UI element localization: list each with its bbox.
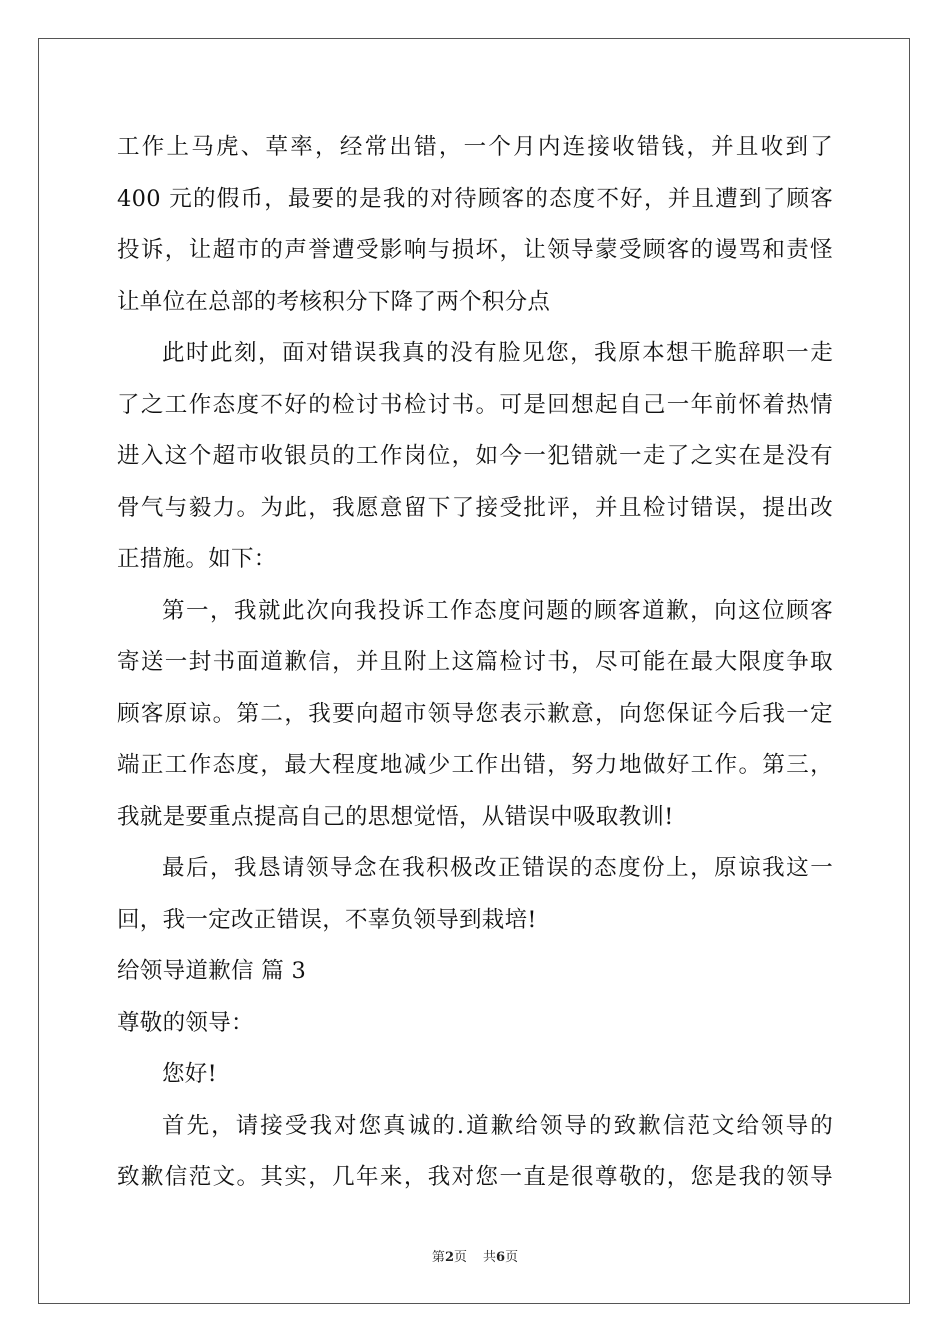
text-line: 回，我一定改正错误，不辜负领导到栽培! xyxy=(117,906,537,933)
page-total: 6 xyxy=(496,1250,506,1265)
text-line: 400 元的假币，最要的是我的对待顾客的态度不好，并且遭到了顾客 xyxy=(117,185,833,212)
total-prefix: 共 xyxy=(483,1250,497,1265)
text-line: 我就是要重点提高自己的思想觉悟，从错误中吸取教训! xyxy=(117,803,674,830)
text-line: 让单位在总部的考核积分下降了两个积分点 xyxy=(117,288,551,315)
page-footer xyxy=(0,1246,950,1265)
total-suffix: 页 xyxy=(505,1250,519,1265)
text-line: 骨气与毅力。为此，我愿意留下了接受批评，并且检讨错误，提出改 xyxy=(117,494,833,521)
section-heading: 给领导道歉信 篇 3 xyxy=(117,958,307,984)
text-line: 进入这个超市收银员的工作岗位，如今一犯错就一走了之实在是没有 xyxy=(117,443,833,469)
text-line: 此时此刻，面对错误我真的没有脸见您，我原本想干脆辞职一走 xyxy=(162,340,833,366)
greeting: 您好! xyxy=(162,1061,217,1087)
text-line: 工作上马虎、草率，经常出错，一个月内连接收错钱，并且收到了 xyxy=(117,134,833,160)
text-line: 端正工作态度，最大程度地减少工作出错，努力地做好工作。第三， xyxy=(117,752,833,778)
text-line: 投诉，让超市的声誉遭受影响与损坏，让领导蒙受顾客的谩骂和责怪 xyxy=(117,237,833,263)
text-line: 寄送一封书面道歉信，并且附上这篇检讨书，尽可能在最大限度争取 xyxy=(117,649,833,675)
document-body xyxy=(117,122,833,1204)
text-line: 顾客原谅。第二，我要向超市领导您表示歉意，向您保证今后我一定 xyxy=(117,700,833,727)
text-line: 正措施。如下： xyxy=(117,546,277,572)
text-line: 致歉信范文。其实，几年来，我对您一直是很尊敬的，您是我的领导 xyxy=(117,1164,833,1190)
text-line: 第一，我就此次向我投诉工作态度问题的顾客道歉，向这位顾客 xyxy=(162,597,833,624)
page-current: 2 xyxy=(444,1250,454,1265)
salutation: 尊敬的领导： xyxy=(117,1009,254,1036)
text-line: 了之工作态度不好的检讨书检讨书。可是回想起自己一年前怀着热情 xyxy=(117,391,833,418)
text-line: 首先，请接受我对您真诚的.道歉给领导的致歉信范文给领导的 xyxy=(162,1112,833,1139)
page-suffix: 页 xyxy=(453,1250,467,1265)
page-prefix: 第 xyxy=(431,1250,445,1265)
text-line: 最后，我恳请领导念在我积极改正错误的态度份上，原谅我这一 xyxy=(162,855,833,881)
